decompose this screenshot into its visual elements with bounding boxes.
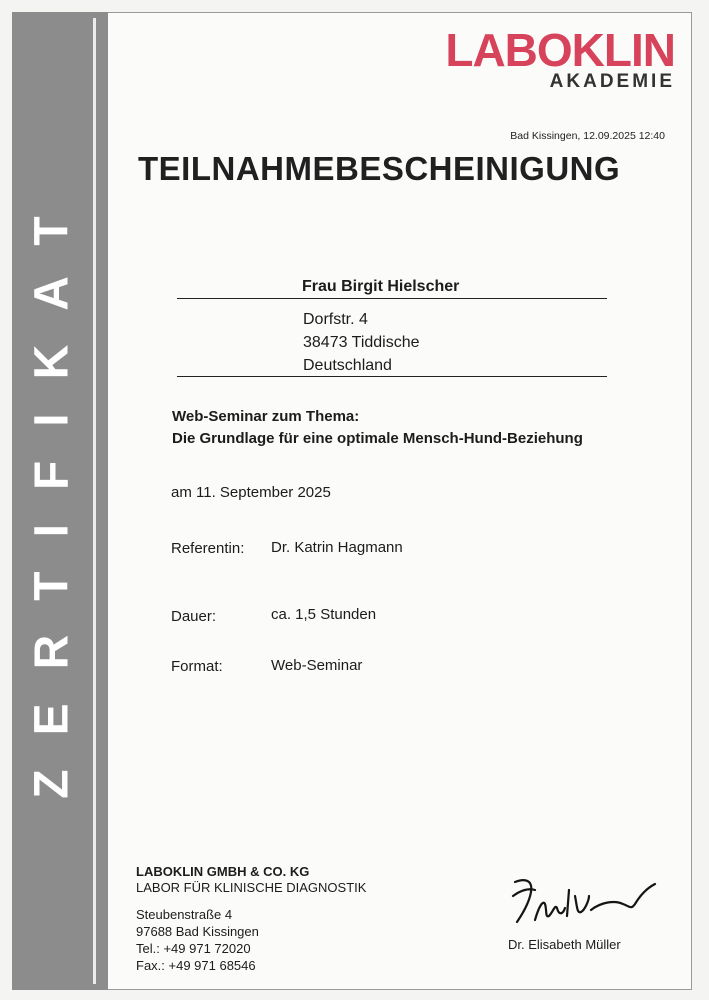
page-title: TEILNAHMEBESCHEINIGUNG [138, 150, 621, 187]
format-label: Format: [171, 658, 223, 675]
company-subtitle: LABOR FÜR KLINISCHE DIAGNOSTIK [136, 880, 367, 895]
speaker-value: Dr. Katrin Hagmann [271, 539, 403, 556]
seminar-line-2: Die Grundlage für eine optimale Mensch-Hund-Beziehung [172, 430, 583, 447]
company-tel: Tel.: +49 971 72020 [136, 941, 251, 956]
recipient-country: Deutschland [303, 357, 392, 374]
company-fax: Fax.: +49 971 68546 [136, 958, 256, 973]
handwritten-signature [505, 870, 665, 934]
recipient-top-rule [177, 298, 607, 299]
side-band-text: ZERTIFIKAT [25, 181, 79, 799]
company-name: LABOKLIN GMBH & CO. KG [136, 864, 310, 879]
seminar-date: am 11. September 2025 [171, 484, 331, 501]
format-value: Web-Seminar [271, 657, 363, 674]
duration-value: ca. 1,5 Stunden [271, 606, 377, 623]
company-street: Steubenstraße 4 [136, 907, 233, 922]
seminar-topic [172, 406, 583, 450]
company-city: 97688 Bad Kissingen [136, 924, 259, 939]
recipient-name: Frau Birgit Hielscher [302, 278, 460, 295]
recipient-bottom-rule [177, 376, 607, 377]
speaker-label: Referentin: [171, 540, 245, 557]
recipient-city: 38473 Tiddische [303, 334, 420, 351]
signature-name: Dr. Elisabeth Müller [508, 937, 621, 952]
seminar-line-1: Web-Seminar zum Thema: [172, 408, 360, 425]
side-band-divider [93, 18, 96, 984]
logo-subbrand: AKADEMIE [549, 71, 675, 92]
issue-datetime: Bad Kissingen, 12.09.2025 12:40 [510, 130, 665, 142]
side-band-text-wrap [18, 140, 86, 840]
recipient-street: Dorfstr. 4 [303, 311, 368, 328]
logo-brand: LABOKLIN [445, 24, 675, 76]
laboklin-logo [445, 24, 675, 93]
company-block [136, 864, 366, 896]
duration-label: Dauer: [171, 608, 217, 625]
company-address [136, 906, 259, 974]
